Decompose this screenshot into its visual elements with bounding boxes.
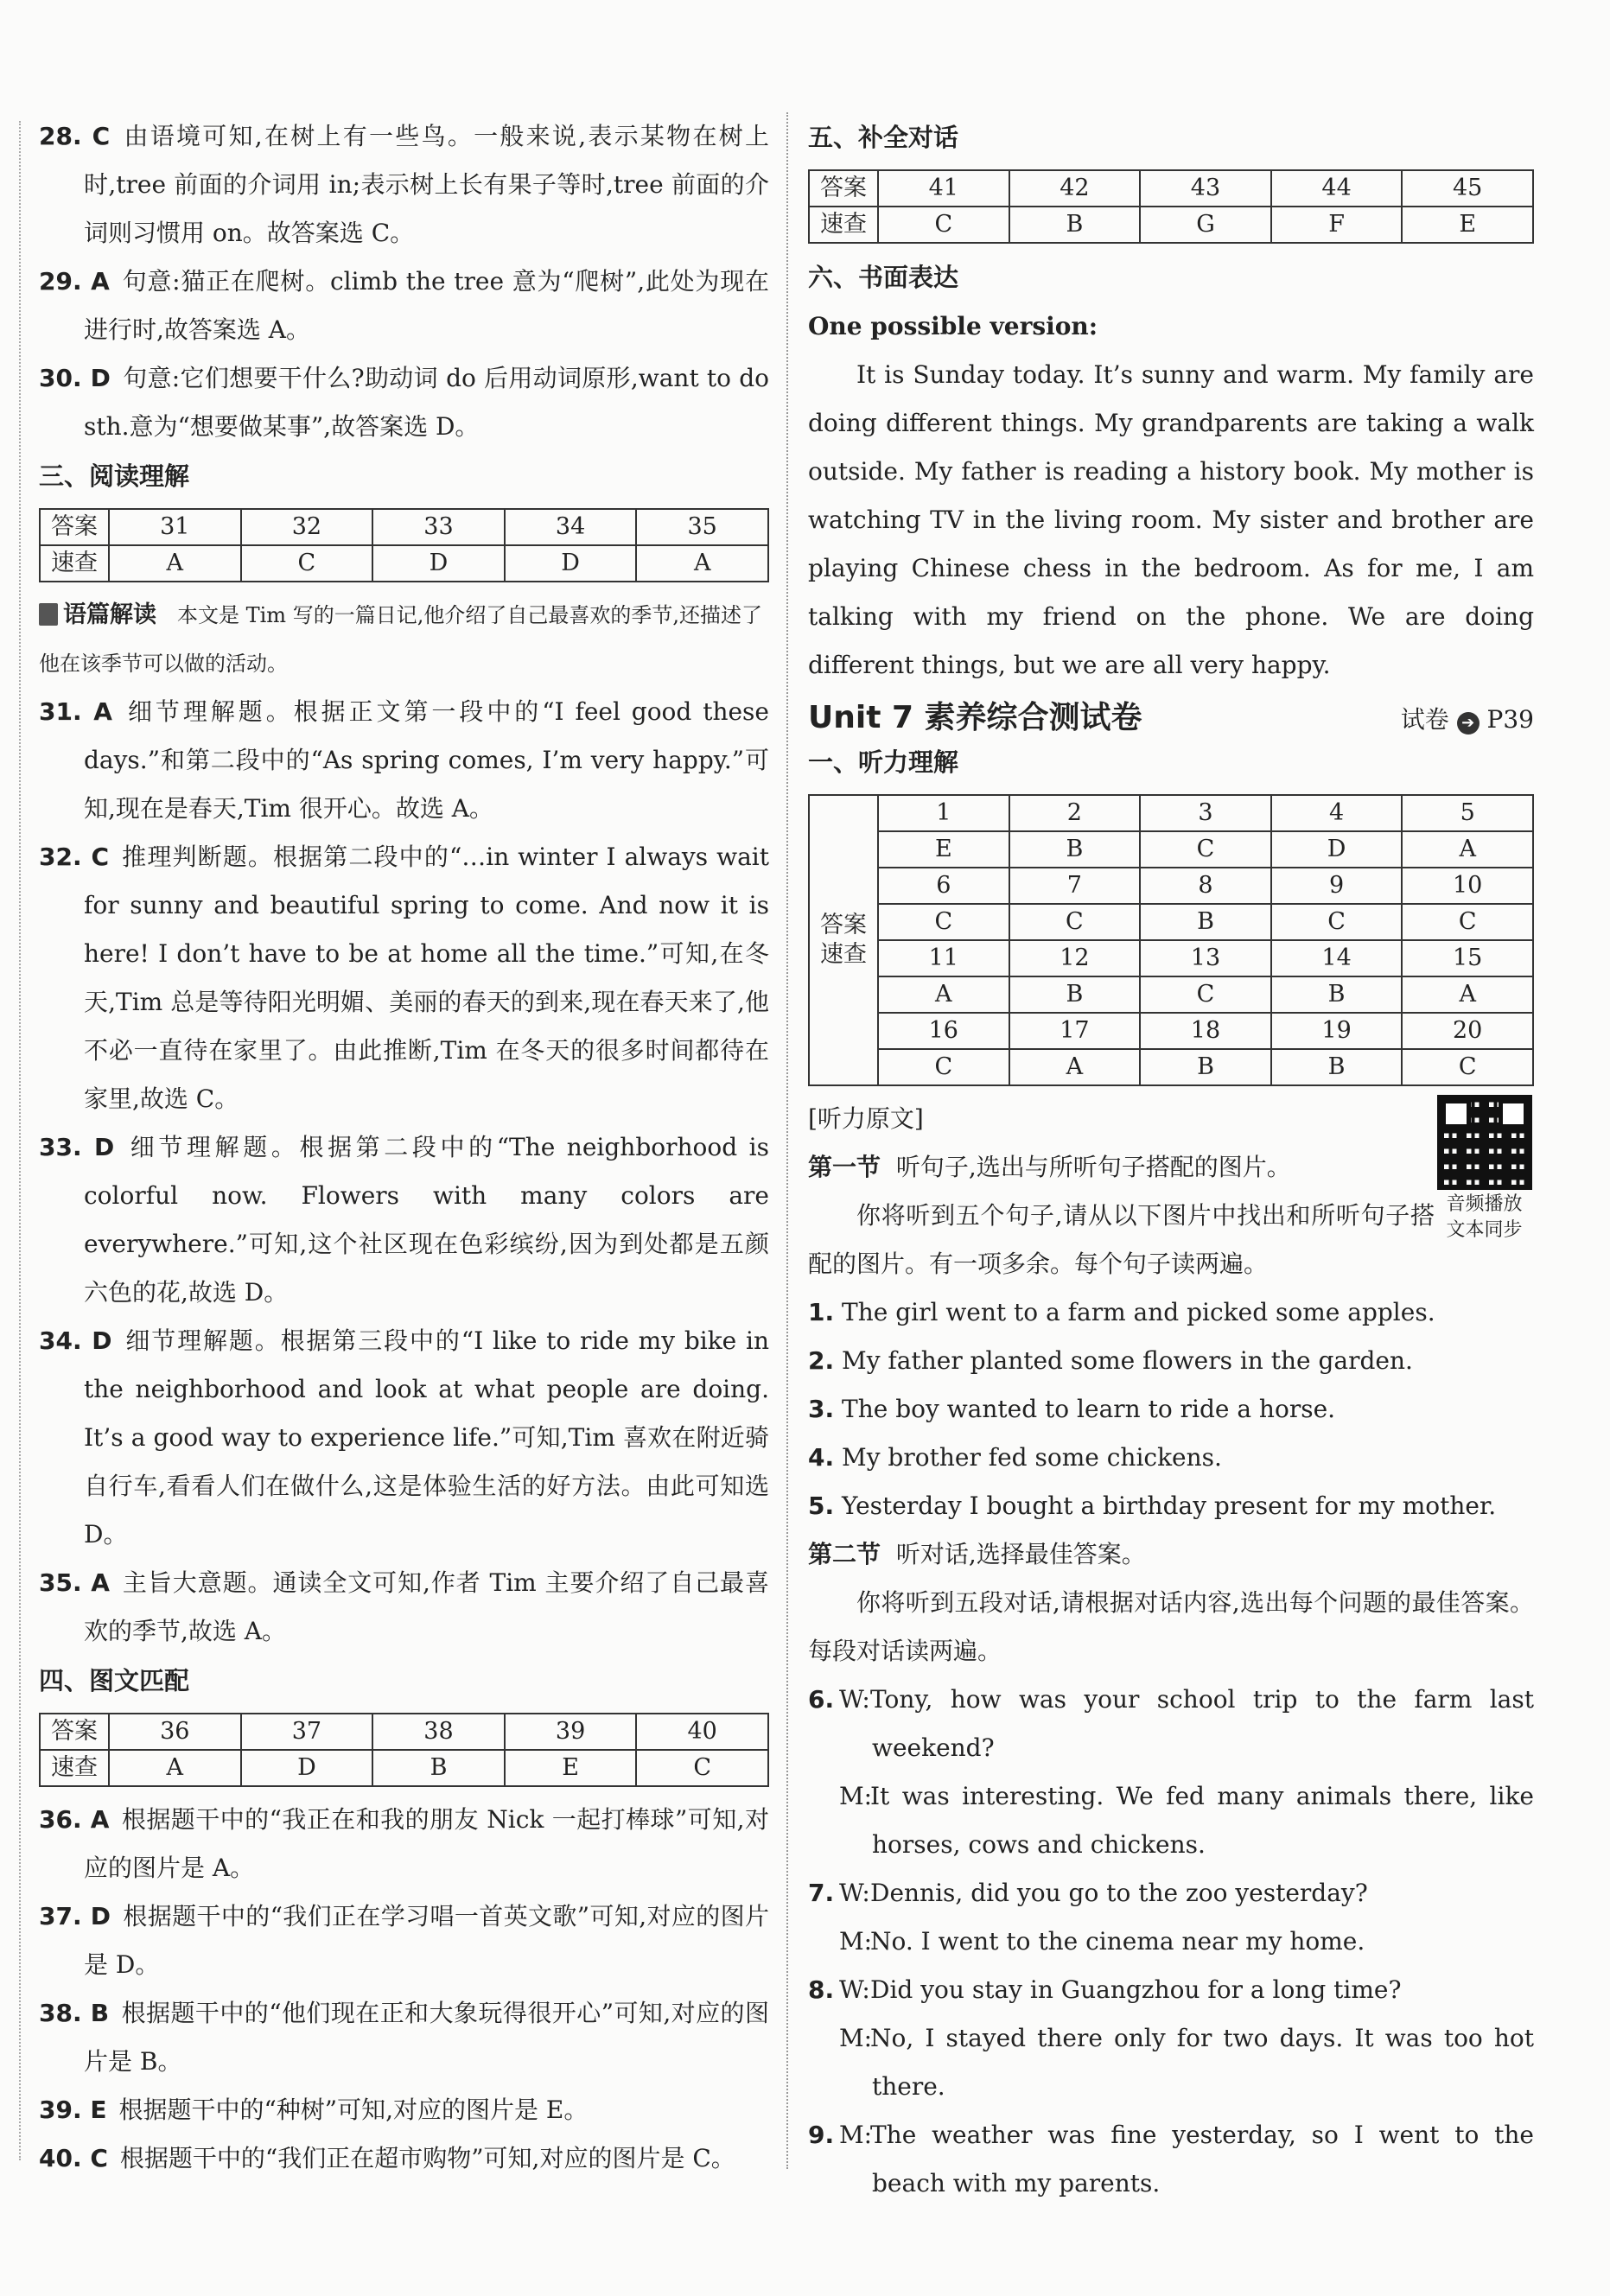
question-number: 42 bbox=[1009, 170, 1141, 207]
question-number: 45 bbox=[1402, 170, 1533, 207]
answer-cell: C bbox=[1402, 1049, 1533, 1085]
qr-caption bbox=[1435, 1192, 1534, 1288]
table-label: 速查 bbox=[40, 1750, 109, 1786]
part1-description: 你将听到五个句子,请从以下图片中找出和所听句子搭配的图片。有一项多余。每个句子读两遍。 bbox=[808, 1201, 1435, 1278]
section-heading-reading: 三、阅读理解 bbox=[39, 461, 190, 491]
question-number: 33 bbox=[372, 509, 505, 545]
answer-cell: B bbox=[1009, 207, 1141, 243]
answer-table-matching bbox=[39, 1713, 769, 1787]
item-40: 40. C 根据题干中的“我们正在超市购物”可知,对应的图片是 C。 bbox=[39, 2144, 735, 2172]
table-label: 速查 bbox=[40, 545, 109, 582]
answer-cell: B bbox=[1009, 976, 1141, 1013]
question-number: 6 bbox=[878, 868, 1009, 904]
answer-cell: B bbox=[1009, 831, 1141, 868]
sentence-1: 1. The girl went to a farm and picked some apples. bbox=[808, 1298, 1435, 1326]
answer-cell: C bbox=[636, 1750, 768, 1786]
question-number: 31 bbox=[109, 509, 241, 545]
answer-cell: C bbox=[878, 904, 1009, 940]
item-38: 38. B 根据题干中的“他们现在正和大象玩得很开心”可知,对应的图片是 B。 bbox=[39, 1999, 769, 2076]
question-number: 35 bbox=[636, 509, 768, 545]
item-31: 31. A 细节理解题。根据正文第一段中的“I feel good these days.”和第二段中的“As spring comes, I’m very happy.”可知,现在是春天,Tim 很开心。故选 A。 bbox=[39, 697, 769, 823]
answer-cell: A bbox=[636, 545, 768, 582]
unit-header bbox=[808, 693, 1534, 737]
answer-cell: B bbox=[1140, 904, 1271, 940]
answer-cell: A bbox=[1009, 1049, 1141, 1085]
item-29: 29. A 句意:猫正在爬树。climb the tree 意为“爬树”,此处为现在进行时,故答案选 A。 bbox=[39, 267, 769, 344]
dialog-8: 8. W:Did you stay in Guangzhou for a long time? M:No, I stayed there only for two days. It was too hot there. bbox=[808, 1975, 1534, 2101]
part2-title: 第二节 bbox=[808, 1540, 881, 1568]
table-label: 答案 bbox=[809, 170, 878, 207]
question-number: 8 bbox=[1140, 868, 1271, 904]
question-number: 16 bbox=[878, 1013, 1009, 1049]
item-36: 36. A 根据题干中的“我正在和我的朋友 Nick 一起打棒球”可知,对应的图片是 A。 bbox=[39, 1805, 769, 1882]
section-heading-listening: 一、听力理解 bbox=[808, 747, 959, 777]
question-number: 11 bbox=[878, 940, 1009, 976]
table-label: 答案 bbox=[820, 912, 867, 938]
table-side-label bbox=[809, 795, 878, 1085]
part1-title-line bbox=[808, 1143, 1435, 1192]
question-number: 38 bbox=[372, 1714, 505, 1750]
question-number: 1 bbox=[878, 795, 1009, 831]
answer-cell: D bbox=[372, 545, 505, 582]
table-label: 速查 bbox=[809, 207, 878, 243]
item-32: 32. C 推理判断题。根据第二段中的“…in winter I always wait for sunny and beautiful spring to come. And now it is here! I don’t have to be at home all the time.”可知,在冬天,Tim 总是等待阳光明媚、美丽的春天的到来,现在春天来了,他不必一直待在家里了。由此推断,Tim 在冬天的很多时间都待在家里,故选 C。 bbox=[39, 843, 769, 1113]
question-number: 37 bbox=[241, 1714, 373, 1750]
question-number: 20 bbox=[1402, 1013, 1533, 1049]
part2-title-line bbox=[808, 1530, 1534, 1579]
question-number: 14 bbox=[1271, 940, 1403, 976]
question-number: 3 bbox=[1140, 795, 1271, 831]
arrow-right-icon: ➔ bbox=[1457, 712, 1480, 735]
paper-label: 试卷 bbox=[1400, 705, 1449, 734]
answer-cell: A bbox=[1402, 831, 1533, 868]
question-number: 10 bbox=[1402, 868, 1533, 904]
answer-cell: C bbox=[241, 545, 373, 582]
question-number: 5 bbox=[1402, 795, 1533, 831]
model-essay: It is Sunday today. It’s sunny and warm. My family are doing different things. My grandparents are taking a walk outside. My father is reading a history book. My mother is watching TV in the living room. My sister and brother are playing Chinese chess in the bedroom. As for me, I am talking with my friend on the phone. We are doing different things, but we are all very happy. bbox=[808, 360, 1534, 679]
answer-cell: C bbox=[1271, 904, 1403, 940]
dialog-6: 6. W:Tony, how was your school trip to the farm last weekend? M:It was interesting. We fed many animals there, like horses, cows and chickens. bbox=[808, 1685, 1534, 1859]
question-number: 19 bbox=[1271, 1013, 1403, 1049]
passage-analysis bbox=[39, 591, 769, 688]
question-number: 41 bbox=[878, 170, 1009, 207]
left-column bbox=[39, 112, 769, 2183]
paper-reference bbox=[1401, 701, 1534, 735]
item-28: 28. C 由语境可知,在树上有一些鸟。一般来说,表示某物在树上时,tree 前面的介词用 in;表示树上长有果子等时,tree 前面的介词则习惯用 on。故答案选 C。 bbox=[39, 122, 769, 247]
question-number: 17 bbox=[1009, 1013, 1141, 1049]
answer-cell: A bbox=[109, 1750, 241, 1786]
qr-code-icon[interactable] bbox=[1437, 1095, 1532, 1190]
answer-cell: C bbox=[878, 1049, 1009, 1085]
right-column bbox=[808, 112, 1534, 2208]
sentence-5: 5. Yesterday I bought a birthday present for my mother. bbox=[808, 1491, 1497, 1520]
answer-cell: B bbox=[1271, 1049, 1403, 1085]
answer-cell: A bbox=[878, 976, 1009, 1013]
qr-caption-line: 文本同步 bbox=[1446, 1219, 1523, 1241]
sentence-2: 2. My father planted some flowers in the garden. bbox=[808, 1346, 1413, 1375]
dialog-9: 9. M:The weather was fine yesterday, so I went to the beach with my parents. bbox=[808, 2121, 1534, 2197]
answer-cell: D bbox=[1271, 831, 1403, 868]
question-number: 32 bbox=[241, 509, 373, 545]
answer-table-reading bbox=[39, 508, 769, 582]
sentence-3: 3. The boy wanted to learn to ride a horse. bbox=[808, 1395, 1336, 1423]
table-label: 答案 bbox=[40, 1714, 109, 1750]
answer-table-dialogue bbox=[808, 169, 1534, 244]
part2-instruction: 听对话,选择最佳答案。 bbox=[895, 1540, 1146, 1568]
answer-cell: F bbox=[1271, 207, 1403, 243]
question-number: 7 bbox=[1009, 868, 1141, 904]
question-number: 34 bbox=[505, 509, 637, 545]
transcript-header bbox=[808, 1095, 1534, 1192]
page-edge-marks bbox=[19, 121, 21, 2160]
part1-instruction: 听句子,选出与所听句子搭配的图片。 bbox=[895, 1153, 1291, 1181]
answer-cell: D bbox=[241, 1750, 373, 1786]
qr-caption-line: 音频播放 bbox=[1446, 1193, 1523, 1215]
answer-cell: B bbox=[1271, 976, 1403, 1013]
answer-cell: E bbox=[878, 831, 1009, 868]
answer-cell: E bbox=[1402, 207, 1533, 243]
answer-cell: A bbox=[1402, 976, 1533, 1013]
item-39: 39. E 根据题干中的“种树”可知,对应的图片是 E。 bbox=[39, 2096, 589, 2124]
question-number: 2 bbox=[1009, 795, 1141, 831]
answer-cell: B bbox=[1140, 1049, 1271, 1085]
question-number: 18 bbox=[1140, 1013, 1271, 1049]
unit-title: Unit 7 素养综合测试卷 bbox=[808, 700, 1142, 735]
book-icon bbox=[39, 603, 58, 626]
sentence-4: 4. My brother fed some chickens. bbox=[808, 1443, 1222, 1472]
answer-cell: C bbox=[1402, 904, 1533, 940]
item-37: 37. D 根据题干中的“我们正在学习唱一首英文歌”可知,对应的图片是 D。 bbox=[39, 1902, 769, 1979]
item-33: 33. D 细节理解题。根据第二段中的“The neighborhood is colorful now. Flowers with many colors are everywhere.”可知,这个社区现在色彩缤纷,因为到处都是五颜六色的花,故选 D。 bbox=[39, 1133, 769, 1307]
answer-cell: D bbox=[505, 545, 637, 582]
column-divider bbox=[786, 112, 788, 2169]
answer-cell: C bbox=[1140, 976, 1271, 1013]
section-heading-writing: 六、书面表达 bbox=[808, 263, 959, 292]
question-number: 9 bbox=[1271, 868, 1403, 904]
answer-cell: E bbox=[505, 1750, 637, 1786]
version-label: One possible version: bbox=[808, 312, 1098, 340]
table-label: 答案 bbox=[40, 509, 109, 545]
question-number: 40 bbox=[636, 1714, 768, 1750]
part1-title: 第一节 bbox=[808, 1153, 881, 1181]
answer-cell: C bbox=[1140, 831, 1271, 868]
question-number: 12 bbox=[1009, 940, 1141, 976]
section-heading-matching: 四、图文匹配 bbox=[39, 1666, 190, 1695]
question-number: 43 bbox=[1140, 170, 1271, 207]
answer-cell: A bbox=[109, 545, 241, 582]
question-number: 4 bbox=[1271, 795, 1403, 831]
part2-description: 你将听到五段对话,请根据对话内容,选出每个问题的最佳答案。每段对话读两遍。 bbox=[808, 1588, 1534, 1665]
answer-cell: B bbox=[372, 1750, 505, 1786]
answer-cell: C bbox=[1009, 904, 1141, 940]
transcript-label: [听力原文] bbox=[808, 1104, 924, 1133]
answer-cell: G bbox=[1140, 207, 1271, 243]
question-number: 15 bbox=[1402, 940, 1533, 976]
answer-table-listening bbox=[808, 794, 1534, 1086]
answer-cell: C bbox=[878, 207, 1009, 243]
question-number: 13 bbox=[1140, 940, 1271, 976]
question-number: 36 bbox=[109, 1714, 241, 1750]
paper-page: P39 bbox=[1486, 705, 1534, 734]
analysis-tag: 语篇解读 bbox=[63, 601, 156, 628]
question-number: 44 bbox=[1271, 170, 1403, 207]
item-35: 35. A 主旨大意题。通读全文可知,作者 Tim 主要介绍了自己最喜欢的季节,故选 A。 bbox=[39, 1568, 769, 1645]
dialog-7: 7. W:Dennis, did you go to the zoo yesterday? M:No. I went to the cinema near my home. bbox=[808, 1879, 1368, 1956]
item-30: 30. D 句意:它们想要干什么?助动词 do 后用动词原形,want to do sth.意为“想要做某事”,故答案选 D。 bbox=[39, 364, 769, 441]
part1-desc-row bbox=[808, 1192, 1534, 1288]
analysis-text: 本文是 Tim 写的一篇日记,他介绍了自己最喜欢的季节,还描述了他在该季节可以做的活动。 bbox=[39, 603, 762, 676]
section-heading-dialogue: 五、补全对话 bbox=[808, 123, 959, 152]
question-number: 39 bbox=[505, 1714, 637, 1750]
qr-block[interactable] bbox=[1435, 1095, 1534, 1192]
table-label: 速查 bbox=[820, 941, 867, 968]
item-34: 34. D 细节理解题。根据第三段中的“I like to ride my bike in the neighborhood and look at what people are doing. It’s a good way to experience life.”可知,Tim 喜欢在附近骑自行车,看看人们在做什么,这是体验生活的好方法。由此可知选 D。 bbox=[39, 1326, 770, 1549]
